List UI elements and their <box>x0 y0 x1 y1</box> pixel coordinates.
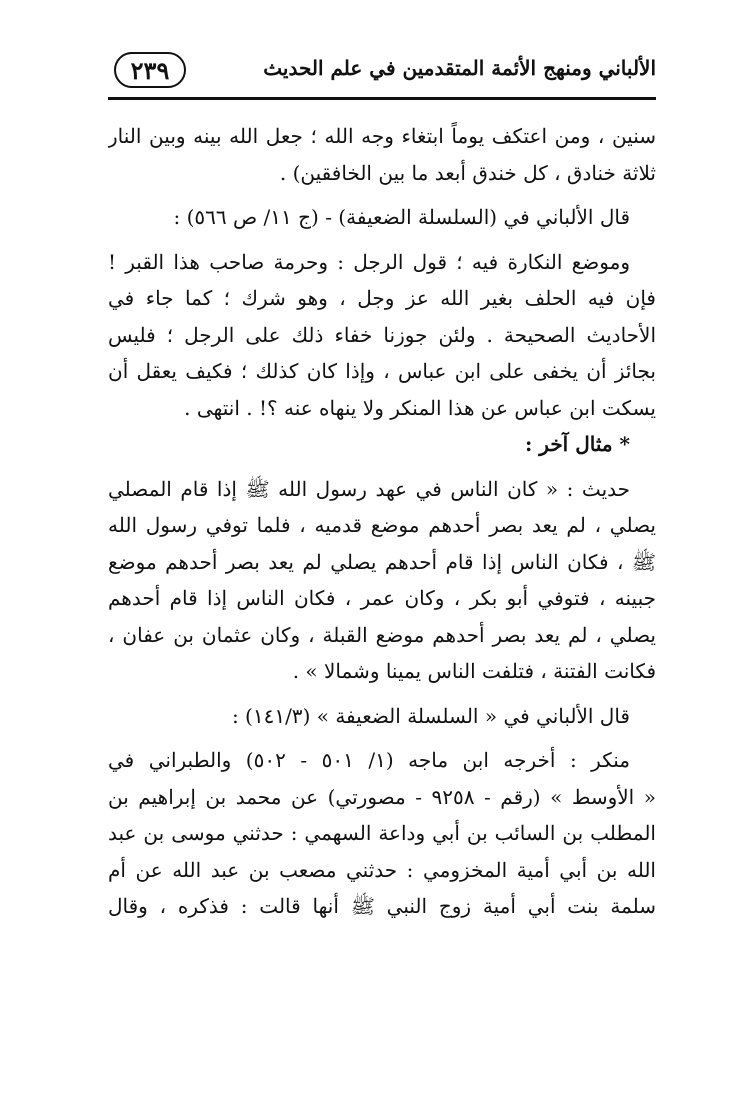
text-line: حديث : « كان الناس في عهد رسول الله ﷺ إذا قام المصلي <box>108 476 630 501</box>
text-line: « الأوسط » (رقم - ٩٢٥٨ - مصورتي) عن محمد بن إبراهيم بن <box>108 784 656 809</box>
paragraph <box>108 199 656 236</box>
page-header <box>108 48 656 96</box>
text-line: الله بن أبي أمية المخزومي : حدثني مصعب بن عبد الله عن أم <box>108 857 656 882</box>
text-line: بجائز أن يخفى على ابن عباس ، وإذا كان كذلك ؛ فكيف يعقل أن <box>108 359 656 383</box>
page-number: ٢٣٩ <box>114 52 186 88</box>
text-line: سلمة بنت أبي أمية زوج النبي ﷺ أنها قالت : فذكره ، وقال <box>108 894 656 918</box>
text-line: يسكت ابن عباس عن هذا المنكر ولا ينهاه عنه ؟! . انتهى . <box>184 395 656 420</box>
paragraph <box>108 118 656 191</box>
text-line: يصلي ، لم يعد بصر أحدهم موضع قدميه ، فلما توفي رسول الله <box>108 513 656 537</box>
text-line: فإن فيه الحلف بغير الله عز وجل ، وهو شرك ؛ كما جاء في <box>108 286 656 310</box>
text-line: * مثال آخر : <box>524 432 630 456</box>
header-rule <box>108 97 656 100</box>
page-body <box>108 118 656 925</box>
text-line: سنين ، ومن اعتكف يوماً ابتغاء وجه الله ؛ جعل الله بينه وبين النار <box>108 124 656 148</box>
text-line: جبينه ، فتوفي أبو بكر ، وكان عمر ، فكان الناس إذا قام أحدهم <box>108 586 656 610</box>
text-line: الأحاديث الصحيحة . ولئن جوزنا خفاء ذلك على الرجل ؛ فليس <box>108 322 656 347</box>
paragraph <box>108 742 656 925</box>
paragraph <box>108 244 656 427</box>
paragraph <box>108 698 656 735</box>
text-line: يصلي ، لم يعد بصر أحدهم موضع القبلة ، وكان عثمان بن عفان ، <box>108 622 656 647</box>
section-heading <box>108 426 656 463</box>
running-title: الألباني ومنهج الأئمة المتقدمين في علم الحديث <box>263 56 656 80</box>
text-line: منكر : أخرجه ابن ماجه (١/ ٥٠١ - ٥٠٢) والطبراني في <box>108 748 631 772</box>
text-line: المطلب بن السائب بن أبي وداعة السهمي : حدثني موسى بن عبد <box>108 821 656 845</box>
text-line: ﷺ ، فكان الناس إذا قام أحدهم يصلي لم يعد بصر أحدهم موضع <box>108 549 656 574</box>
text-line: ثلاثة خنادق ، كل خندق أبعد ما بين الخافقين) . <box>279 160 656 185</box>
text-line: وموضع النكارة فيه ؛ قول الرجل : وحرمة صاحب هذا القبر ! <box>108 249 630 274</box>
text-line: قال الألباني في (السلسلة الضعيفة) - (ج ١١/ ص ٥٦٦) : <box>173 205 630 229</box>
paragraph <box>108 471 656 690</box>
text-line: قال الألباني في « السلسلة الضعيفة » (١٤١/٣) : <box>231 703 630 728</box>
text-line: فكانت الفتنة ، فتلفت الناس يمينا وشمالا » . <box>292 659 656 683</box>
